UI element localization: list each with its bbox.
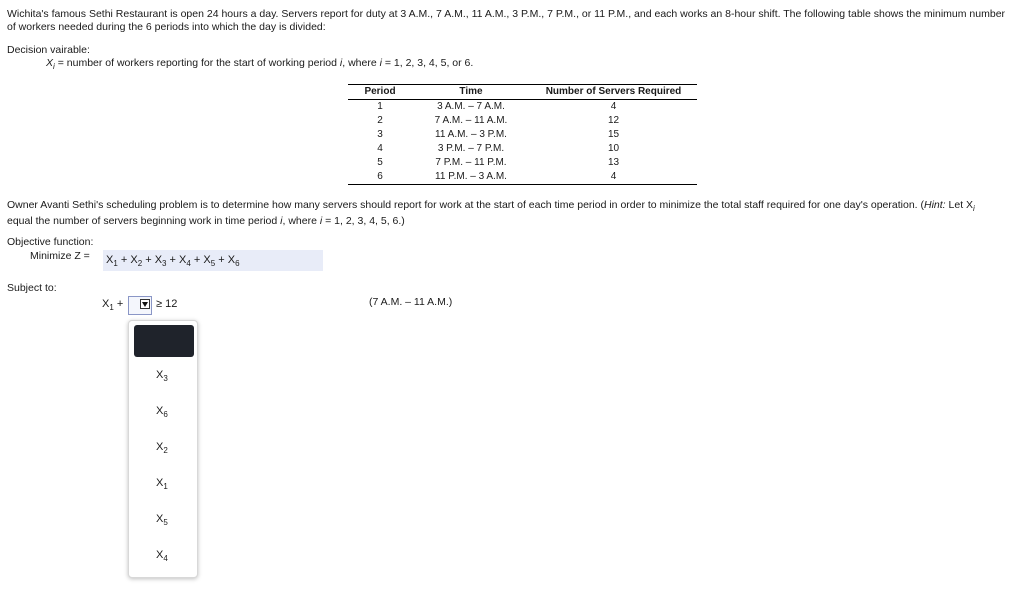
constraint-lhs: $X_1$ +: [102, 298, 124, 313]
table-row: [348, 128, 697, 142]
objective-expression: $X_1 + X_2 + X_3 + X_4 + X_5 + X_6$: [106, 254, 240, 269]
dropdown-option-x2[interactable]: $X_2$: [156, 441, 168, 456]
period-cell: 3: [377, 129, 383, 140]
subject-to-label: Subject to:: [7, 282, 57, 294]
header-period: Period: [348, 85, 412, 100]
servers-cell: 4: [610, 101, 617, 112]
header-servers-required: Number of Servers Required: [530, 85, 697, 100]
period-cell: 4: [377, 143, 383, 154]
chevron-down-icon: [140, 299, 150, 309]
decision-variable-label: Decision vairable:: [7, 44, 90, 56]
servers-cell: 15: [607, 129, 620, 140]
period-cell: 1: [377, 101, 383, 112]
schedule-table: [348, 84, 697, 185]
servers-cell: 10: [607, 143, 620, 154]
dropdown-option-x6[interactable]: $X_6$: [156, 405, 168, 420]
dropdown-menu: [128, 320, 198, 578]
servers-cell: 13: [607, 157, 620, 168]
period-cell: 2: [377, 115, 383, 126]
dropdown-option-x4[interactable]: $X_4$: [156, 549, 168, 564]
header-time: Time: [412, 85, 530, 100]
table-row: [348, 170, 697, 185]
dropdown-option-x5[interactable]: $X_5$: [156, 513, 168, 528]
constraint-rhs: ≥ 12: [156, 298, 178, 310]
time-cell: 11 A.M. – 3 P.M.: [435, 129, 507, 140]
objective-function-label: Objective function:: [7, 236, 94, 248]
period-cell: 6: [348, 170, 412, 185]
servers-cell: 4: [530, 170, 697, 185]
table-row: [348, 100, 697, 115]
variable-select-dropdown[interactable]: [128, 296, 152, 315]
period-cell: 5: [377, 157, 383, 168]
time-cell: 11 P.M. – 3 A.M.: [412, 170, 530, 185]
time-cell: 3 A.M. – 7 A.M.: [437, 101, 505, 112]
decision-variable-definition: $X_i$ = number of workers reporting for the start of working period i, where i = 1, 2, 3, 4, 5, or 6.: [46, 57, 474, 72]
constraint-period-note: (7 A.M. – 11 A.M.): [369, 296, 453, 308]
dropdown-option-x3[interactable]: $X_3$: [156, 369, 168, 384]
table-row: [348, 114, 697, 128]
table-row: [348, 142, 697, 156]
problem-intro: Wichita's famous Sethi Restaurant is open 24 hours a day. Servers report for duty at 3 A.M., 7 A.M., 11 A.M., 3 P.M., 7 P.M., or 11 P.M., and each works an 8-hour shift. The following table shows the minimum number of workers needed during the 6 periods into which the day is divided:: [7, 8, 1006, 33]
servers-cell: 12: [607, 115, 620, 126]
time-cell: 3 P.M. – 7 P.M.: [437, 143, 505, 154]
dropdown-option-x1[interactable]: $X_1$: [156, 477, 168, 492]
minimize-label: Minimize Z =: [30, 250, 90, 262]
dropdown-option-blank-selected[interactable]: [134, 325, 194, 357]
time-cell: 7 A.M. – 11 A.M.: [434, 115, 508, 126]
owner-problem-statement: Owner Avanti Sethi's scheduling problem is to determine how many servers should report for work at the start of each time period in order to minimize the total staff required for one day's operation. (Hint: Let $X_i$ equal the number of servers beginning work in time period i, where i = 1, 2, 3, 4, 5, 6.): [7, 199, 975, 227]
time-cell: 7 P.M. – 11 P.M.: [435, 157, 507, 168]
table-row: [348, 156, 697, 170]
table-header-row: [348, 85, 697, 100]
